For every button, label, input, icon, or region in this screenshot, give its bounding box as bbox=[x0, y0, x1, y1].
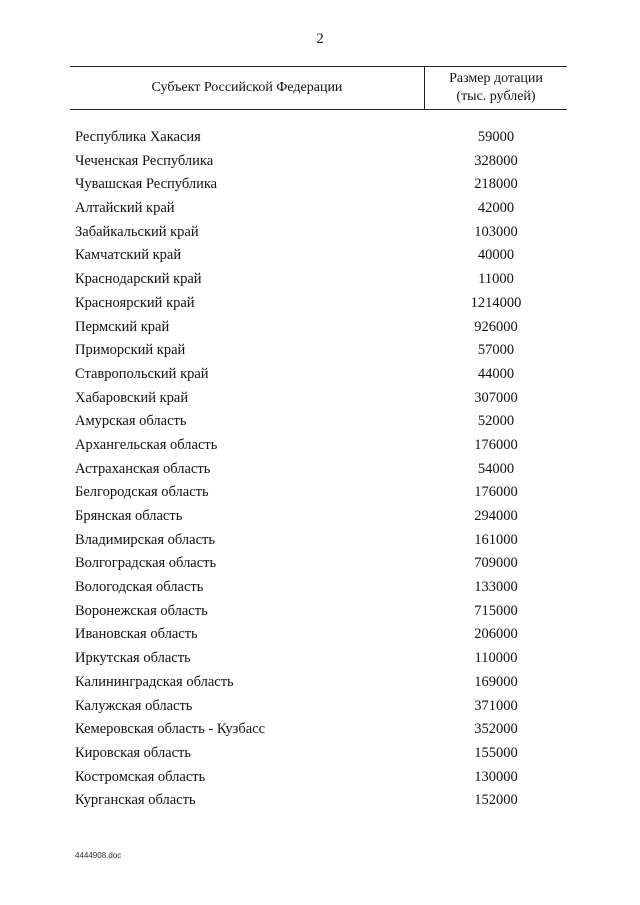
table-row bbox=[0, 293, 640, 317]
subject-name: Курганская область bbox=[75, 792, 196, 809]
table-row bbox=[0, 743, 640, 767]
subject-name: Хабаровский край bbox=[75, 389, 189, 406]
table-row bbox=[0, 340, 640, 364]
subsidy-amount: 152000 bbox=[474, 792, 518, 809]
subject-name: Краснодарский край bbox=[75, 271, 202, 288]
subsidy-amount: 218000 bbox=[474, 176, 518, 193]
table-row bbox=[0, 696, 640, 720]
subsidy-amount: 52000 bbox=[477, 413, 515, 430]
footer-doc-code: 4444908.doc bbox=[75, 851, 122, 860]
subject-name: Белгородская область bbox=[75, 484, 209, 501]
subsidy-amount: 371000 bbox=[474, 697, 518, 714]
table-row bbox=[0, 411, 640, 435]
table-row bbox=[0, 245, 640, 269]
table-row bbox=[0, 269, 640, 293]
table-row bbox=[0, 624, 640, 648]
subject-name: Республика Хакасия bbox=[75, 129, 201, 145]
table-row bbox=[0, 672, 640, 696]
table-row bbox=[0, 577, 640, 601]
table-row bbox=[0, 601, 640, 625]
subject-name: Воронежская область bbox=[75, 602, 208, 619]
subject-name: Кировская область bbox=[75, 744, 192, 761]
subject-name: Чеченская Республика bbox=[75, 152, 214, 169]
subject-name: Костромская область bbox=[75, 768, 206, 785]
subsidy-amount: 206000 bbox=[474, 626, 518, 643]
subsidy-amount: 352000 bbox=[474, 721, 518, 738]
table-row bbox=[0, 506, 640, 530]
table-row bbox=[0, 317, 640, 341]
subsidy-amount: 54000 bbox=[477, 460, 515, 477]
subject-name: Приморский край bbox=[75, 342, 186, 359]
subsidy-amount: 328000 bbox=[474, 152, 518, 169]
subsidy-amount: 110000 bbox=[474, 650, 518, 667]
page-number: 2 bbox=[316, 31, 324, 47]
table-header bbox=[70, 66, 567, 110]
table-row bbox=[0, 553, 640, 577]
subsidy-amount: 155000 bbox=[474, 744, 518, 761]
subsidy-amount: 1214000 bbox=[470, 294, 522, 311]
subject-name: Амурская область bbox=[75, 413, 187, 430]
table-row bbox=[0, 459, 640, 483]
table-row bbox=[0, 388, 640, 412]
subject-name: Чувашская Республика bbox=[75, 176, 218, 193]
subsidy-amount: 59000 bbox=[477, 129, 515, 145]
subsidy-amount: 130000 bbox=[474, 768, 518, 785]
subject-name: Алтайский край bbox=[75, 200, 175, 217]
header-amount-line2: (тыс. рублей) bbox=[456, 89, 536, 104]
header-subject: Субъект Российской Федерации bbox=[151, 80, 343, 95]
subsidy-amount: 307000 bbox=[474, 389, 518, 406]
subsidy-amount: 57000 bbox=[477, 342, 515, 359]
table-row bbox=[0, 530, 640, 554]
subsidy-amount: 42000 bbox=[477, 200, 515, 217]
subsidy-amount: 715000 bbox=[474, 602, 518, 619]
subject-name: Камчатский край bbox=[75, 247, 182, 264]
subsidy-amount: 926000 bbox=[474, 318, 518, 335]
header-amount bbox=[425, 70, 567, 106]
subject-name: Кемеровская область - Кузбасс bbox=[75, 721, 266, 738]
subject-name: Калужская область bbox=[75, 697, 193, 714]
subject-name: Ивановская область bbox=[75, 626, 198, 643]
subject-name: Красноярский край bbox=[75, 294, 195, 311]
subsidy-amount: 169000 bbox=[474, 673, 518, 690]
subject-name: Брянская область bbox=[75, 508, 183, 524]
subsidy-amount: 709000 bbox=[474, 555, 518, 572]
table-body bbox=[0, 127, 640, 814]
table-row bbox=[0, 198, 640, 222]
subject-name: Забайкальский край bbox=[75, 223, 199, 240]
subject-name: Архангельская область bbox=[75, 436, 218, 453]
table-row bbox=[0, 222, 640, 246]
subsidy-amount: 133000 bbox=[474, 579, 518, 596]
table-row bbox=[0, 174, 640, 198]
subject-name: Астраханская область bbox=[75, 460, 211, 477]
subsidy-amount: 103000 bbox=[474, 223, 518, 240]
subject-name: Волгоградская область bbox=[75, 555, 217, 572]
table-row bbox=[0, 364, 640, 388]
subject-name: Иркутская область bbox=[75, 650, 191, 667]
subject-name: Пермский край bbox=[75, 318, 170, 335]
subsidy-amount: 11000 bbox=[478, 271, 514, 288]
table-row bbox=[0, 767, 640, 791]
subject-name: Владимирская область bbox=[75, 531, 215, 548]
header-amount-line1: Размер дотации bbox=[449, 71, 543, 86]
table-row bbox=[0, 648, 640, 672]
subsidy-amount: 44000 bbox=[477, 365, 515, 382]
subsidy-amount: 294000 bbox=[474, 508, 518, 524]
subsidy-amount: 176000 bbox=[474, 436, 518, 453]
table-row bbox=[0, 719, 640, 743]
subject-name: Вологодская область bbox=[75, 579, 204, 596]
subsidy-amount: 161000 bbox=[474, 531, 518, 548]
subject-name: Ставропольский край bbox=[75, 365, 209, 382]
subsidy-amount: 176000 bbox=[474, 484, 518, 501]
table-row bbox=[0, 482, 640, 506]
table-row bbox=[0, 435, 640, 459]
table-row bbox=[0, 127, 640, 151]
table-row bbox=[0, 790, 640, 814]
subsidy-amount: 40000 bbox=[477, 247, 515, 264]
subject-name: Калининградская область bbox=[75, 673, 234, 690]
table-row bbox=[0, 151, 640, 175]
